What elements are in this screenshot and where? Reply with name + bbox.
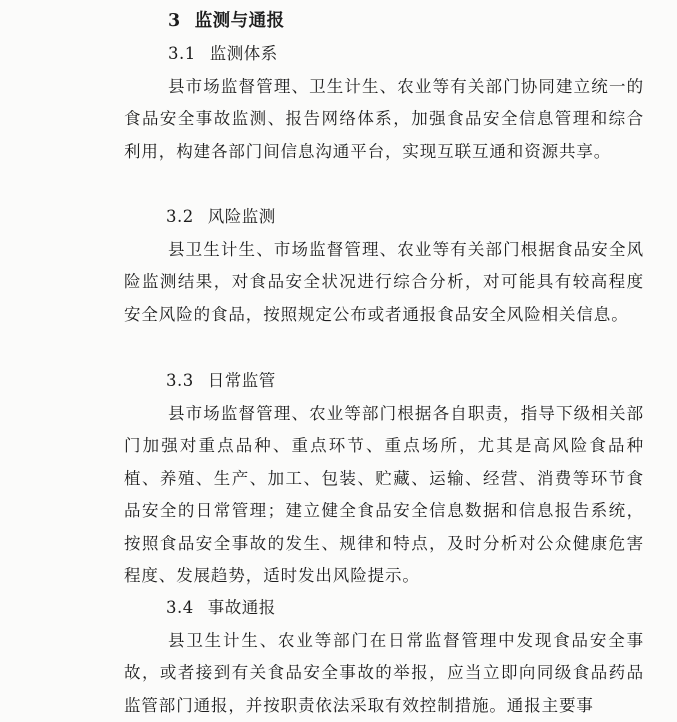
subsection-heading-3-4: [166, 594, 276, 618]
subsection-title: 日常监管: [208, 371, 276, 390]
subsection-number: 3.3: [166, 371, 194, 390]
paragraph-routine-supervision: 县市场监督管理、农业等部门根据各自职责，指导下级相关部门加强对重点品种、重点环节、重点场所，尤其是高风险食品种植、养殖、生产、加工、包装、贮藏、运输、经营、消费等环节食品安全的日常管理；建立健全食品安全信息数据和信息报告系统，按照食品安全事故的发生、规律和特点，及时分析对公众健康危害程度、发展趋势，适时发出风险提示。: [124, 398, 644, 593]
subsection-heading-3-2: [166, 203, 276, 227]
subsection-title: 监测体系: [210, 44, 278, 63]
subsection-title: 风险监测: [208, 207, 276, 226]
subsection-title: 事故通报: [208, 598, 276, 617]
paragraph-risk-monitoring: 县卫生计生、市场监督管理、农业等有关部门根据食品安全风险监测结果，对食品安全状况进行综合分析，对可能具有较高程度安全风险的食品，按照规定公布或者通报食品安全风险相关信息。: [124, 234, 644, 332]
paragraph-incident-notification: 县卫生计生、农业等部门在日常监督管理中发现食品安全事故，或者接到有关食品安全事故的举报，应当立即向同级食品药品监管部门通报，并按职责依法采取有效控制措施。通报主要事: [124, 625, 644, 722]
paragraph-monitoring-system: 县市场监督管理、卫生计生、农业等有关部门协同建立统一的食品安全事故监测、报告网络体系，加强食品安全信息管理和综合利用，构建各部门间信息沟通平台，实现互联互通和资源共享。: [124, 71, 644, 169]
subsection-number: 3.1: [168, 44, 196, 63]
subsection-number: 3.2: [166, 207, 194, 226]
subsection-heading-3-1: [168, 40, 278, 64]
subsection-heading-3-3: [166, 367, 276, 391]
subsection-number: 3.4: [166, 598, 194, 617]
section-number: 3: [168, 11, 181, 31]
section-title: 监测与通报: [195, 11, 285, 31]
section-heading: [168, 7, 285, 32]
